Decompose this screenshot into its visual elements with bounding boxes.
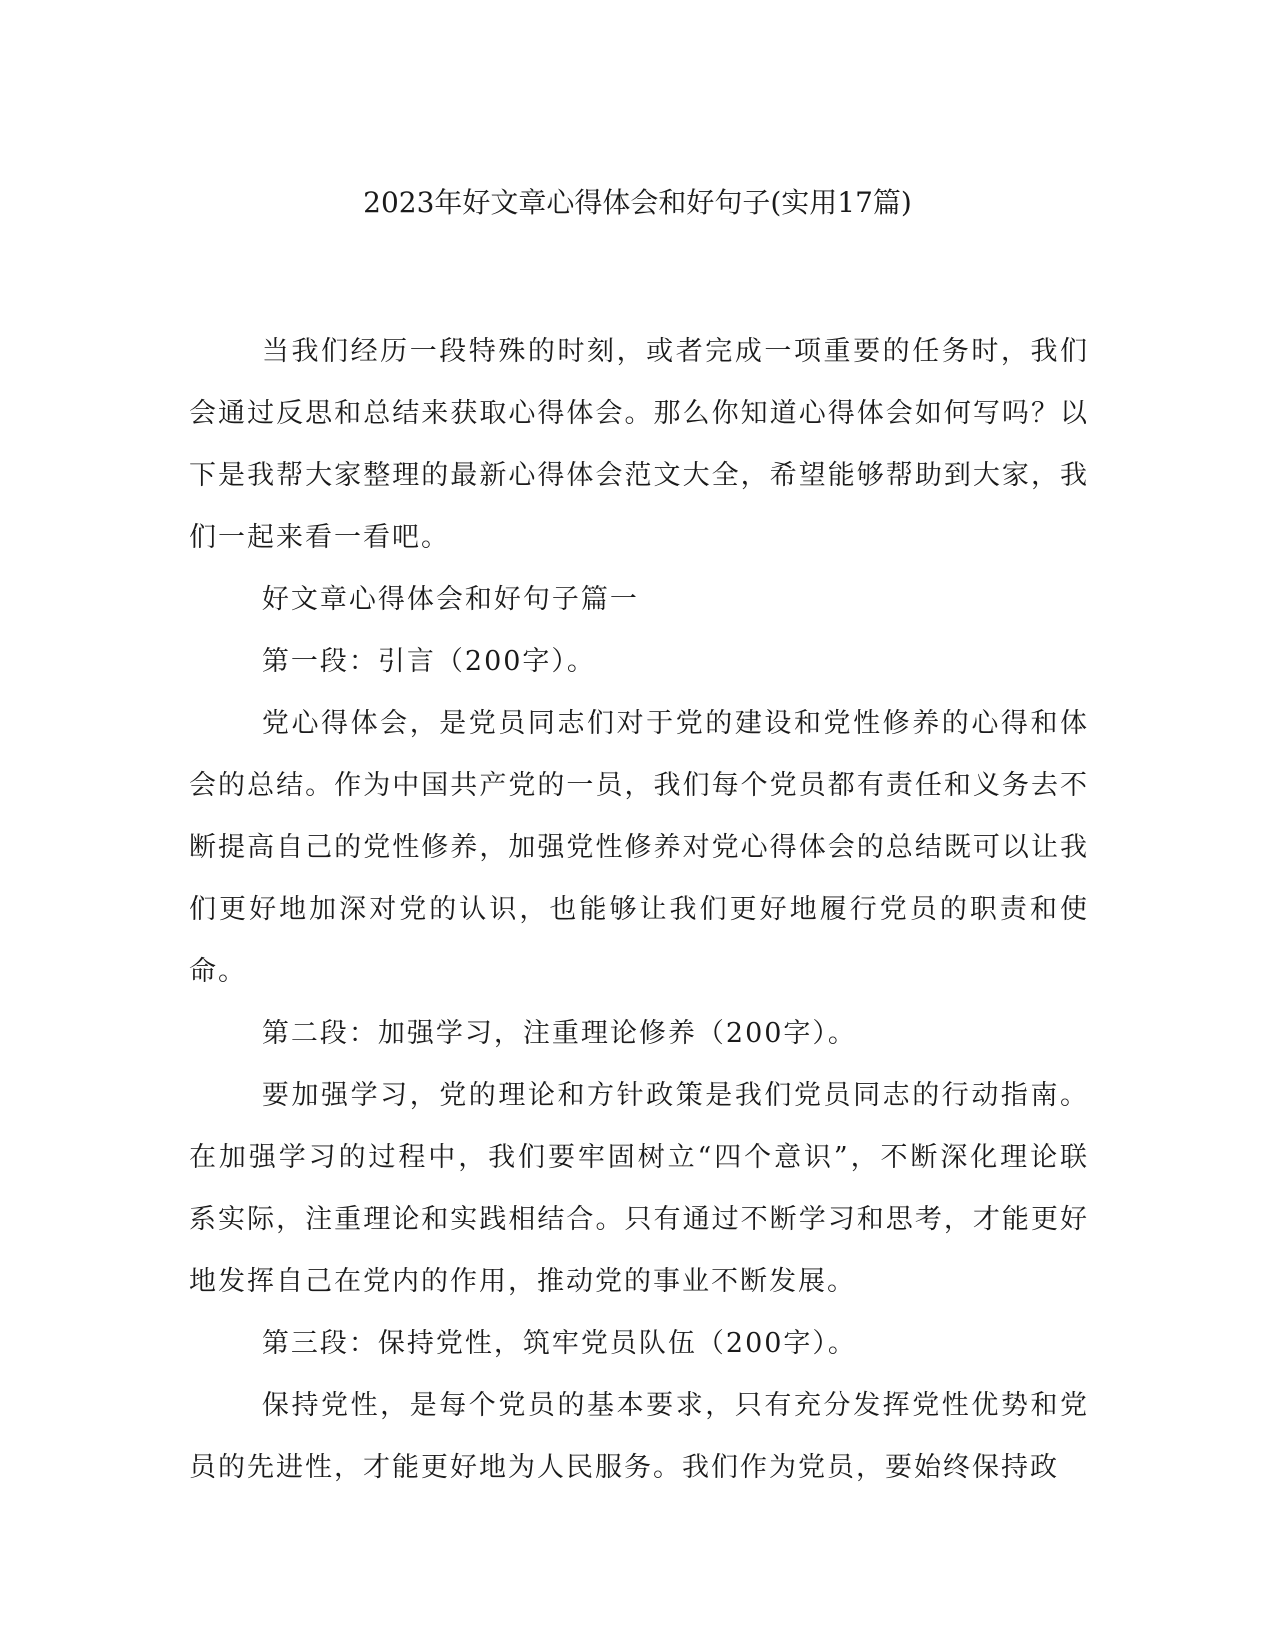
body-paragraph: 党心得体会，是党员同志们对于党的建设和党性修养的心得和体会的总结。作为中国共产党的一员，我们每个党员都有责任和义务去不断提高自己的党性修养，加强党性修养对党心得体会的总结既可以让我们更好地加深对党的认识，也能够让我们更好地履行党员的职责和使命。	[189, 708, 1089, 987]
section-heading-part-one: 第一段：引言（200字）。	[261, 646, 596, 677]
document-body	[189, 321, 1089, 1499]
section-heading-chapter-one: 好文章心得体会和好句子篇一	[261, 584, 639, 615]
body-paragraph: 要加强学习，党的理论和方针政策是我们党员同志的行动指南。在加强学习的过程中，我们要牢固树立“四个意识”，不断深化理论联系实际，注重理论和实践相结合。只有通过不断学习和思考，才能更好地发挥自己在党内的作用，推动党的事业不断发展。	[189, 1080, 1089, 1297]
section-heading-part-three: 第三段：保持党性，筑牢党员队伍（200字）。	[261, 1328, 857, 1359]
intro-paragraph: 当我们经历一段特殊的时刻，或者完成一项重要的任务时，我们会通过反思和总结来获取心得体会。那么你知道心得体会如何写吗？以下是我帮大家整理的最新心得体会范文大全，希望能够帮助到大家，我们一起来看一看吧。	[189, 336, 1089, 553]
body-paragraph: 保持党性，是每个党员的基本要求，只有充分发挥党性优势和党员的先进性，才能更好地为人民服务。我们作为党员，要始终保持政	[189, 1390, 1089, 1483]
section-heading-part-two: 第二段：加强学习，注重理论修养（200字）。	[261, 1018, 857, 1049]
document-title: 2023年好文章心得体会和好句子(实用17篇)	[363, 186, 912, 219]
